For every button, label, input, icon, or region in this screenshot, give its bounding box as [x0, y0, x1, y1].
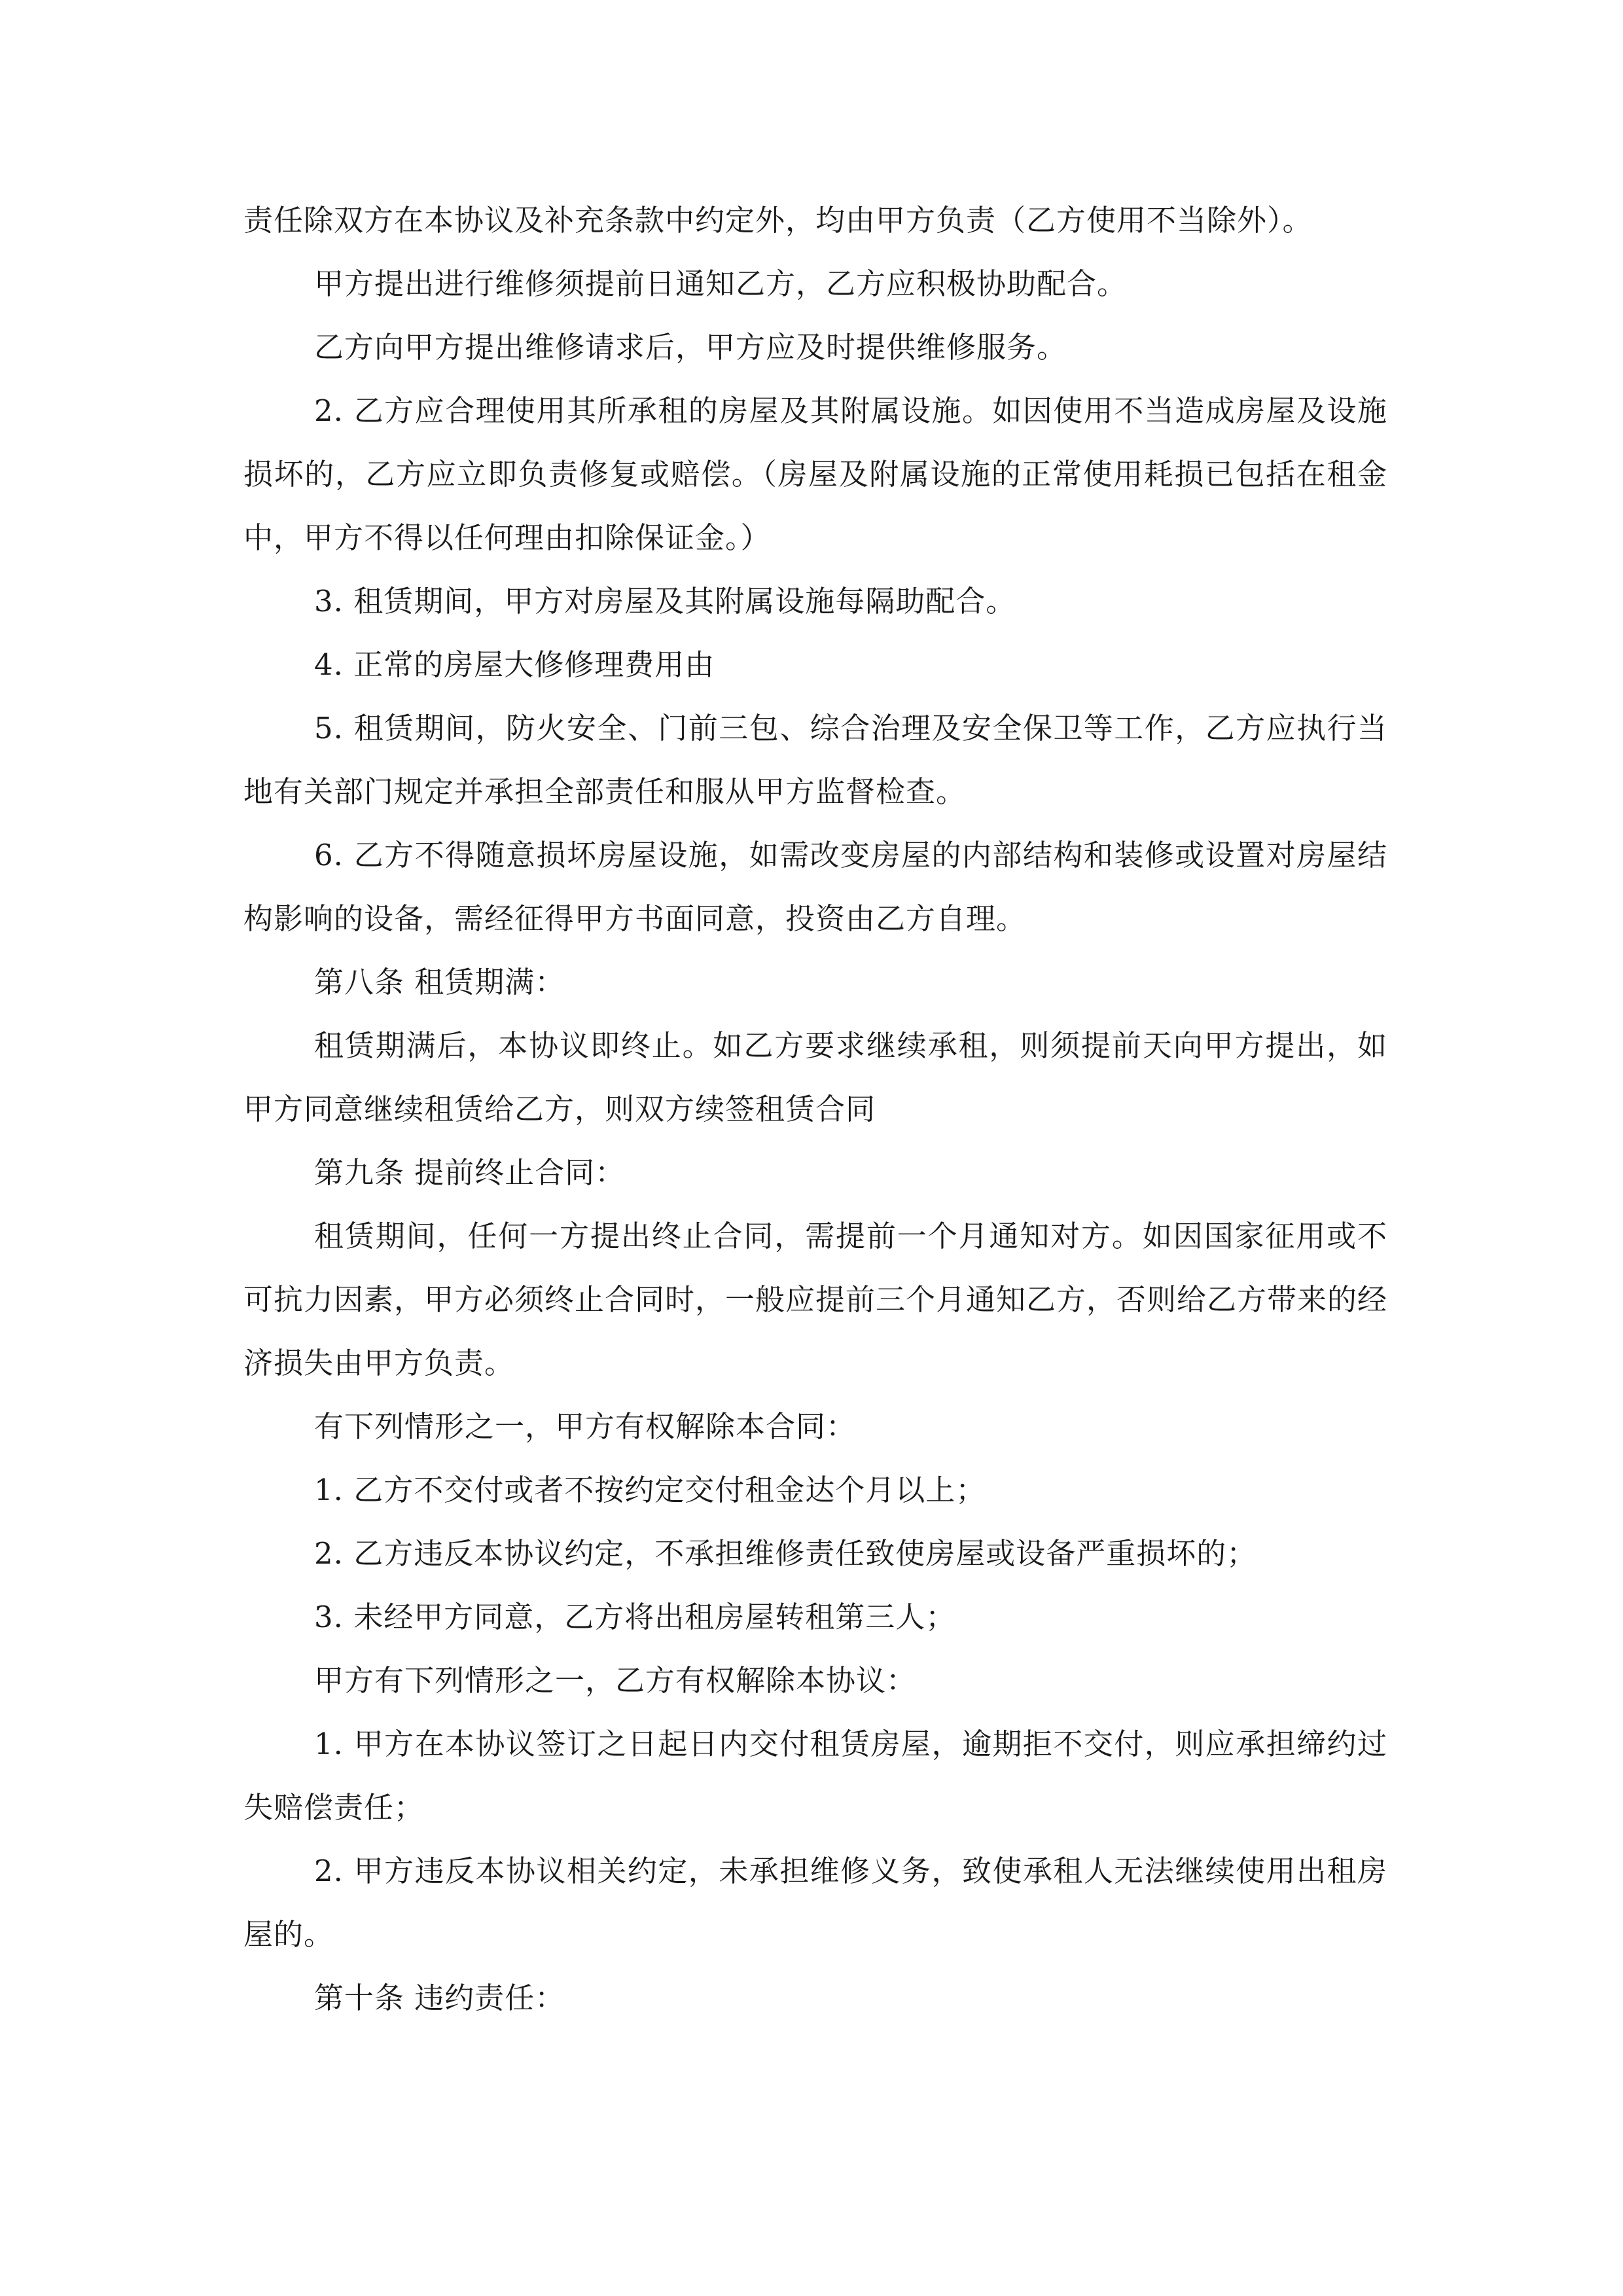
paragraph: 租赁期间，任何一方提出终止合同，需提前一个月通知对方。如因国家征用或不可抗力因素，甲方必须终止合同时，一般应提前三个月通知乙方，否则给乙方带来的经济损失由甲方负责。: [243, 1219, 1388, 1380]
section-heading: 第十条 违约责任：: [314, 1981, 565, 2015]
paragraph: 甲方提出进行维修须提前日通知乙方，乙方应积极协助配合。: [314, 266, 1128, 301]
section-heading: 第九条 提前终止合同：: [314, 1155, 626, 1190]
paragraph: 3. 租赁期间，甲方对房屋及其附属设施每隔助配合。: [314, 584, 1016, 619]
paragraph: 甲方有下列情形之一，乙方有权解除本协议：: [314, 1663, 917, 1698]
section-heading: 第八条 租赁期满：: [314, 965, 565, 999]
paragraph: 2. 乙方违反本协议约定，不承担维修责任致使房屋或设备严重损坏的；: [314, 1536, 1257, 1571]
paragraph: 6. 乙方不得随意损坏房屋设施，如需改变房屋的内部结构和装修或设置对房屋结构影响的设备，需经征得甲方书面同意，投资由乙方自理。: [243, 838, 1387, 936]
paragraph: 3. 未经甲方同意，乙方将出租房屋转租第三人；: [314, 1600, 956, 1634]
paragraph: 4. 正常的房屋大修修理费用由: [314, 647, 715, 682]
paragraph: 有下列情形之一，甲方有权解除本合同：: [314, 1409, 857, 1444]
paragraph: 1. 甲方在本协议签订之日起日内交付租赁房屋，逾期拒不交付，则应承担缔约过失赔偿责任；: [243, 1727, 1387, 1825]
document-body: [243, 188, 1387, 2030]
paragraph: 乙方向甲方提出维修请求后，甲方应及时提供维修服务。: [314, 330, 1067, 365]
paragraph: 2. 甲方违反本协议相关约定，未承担维修义务，致使承租人无法继续使用出租房屋的。: [243, 1854, 1387, 1952]
paragraph: 1. 乙方不交付或者不按约定交付租金达个月以上；: [314, 1473, 986, 1507]
paragraph: 5. 租赁期间，防火安全、门前三包、综合治理及安全保卫等工作，乙方应执行当地有关部门规定并承担全部责任和服从甲方监督检查。: [243, 711, 1387, 809]
paragraph: 2. 乙方应合理使用其所承租的房屋及其附属设施。如因使用不当造成房屋及设施损坏的，乙方应立即负责修复或赔偿。（房屋及附属设施的正常使用耗损已包括在租金中，甲方不得以任何理由扣除保证金。）: [243, 393, 1387, 555]
paragraph: 责任除双方在本协议及补充条款中约定外，均由甲方负责（乙方使用不当除外）。: [243, 203, 1313, 238]
paragraph: 租赁期满后，本协议即终止。如乙方要求继续承租，则须提前天向甲方提出，如甲方同意继续租赁给乙方，则双方续签租赁合同: [243, 1028, 1387, 1126]
